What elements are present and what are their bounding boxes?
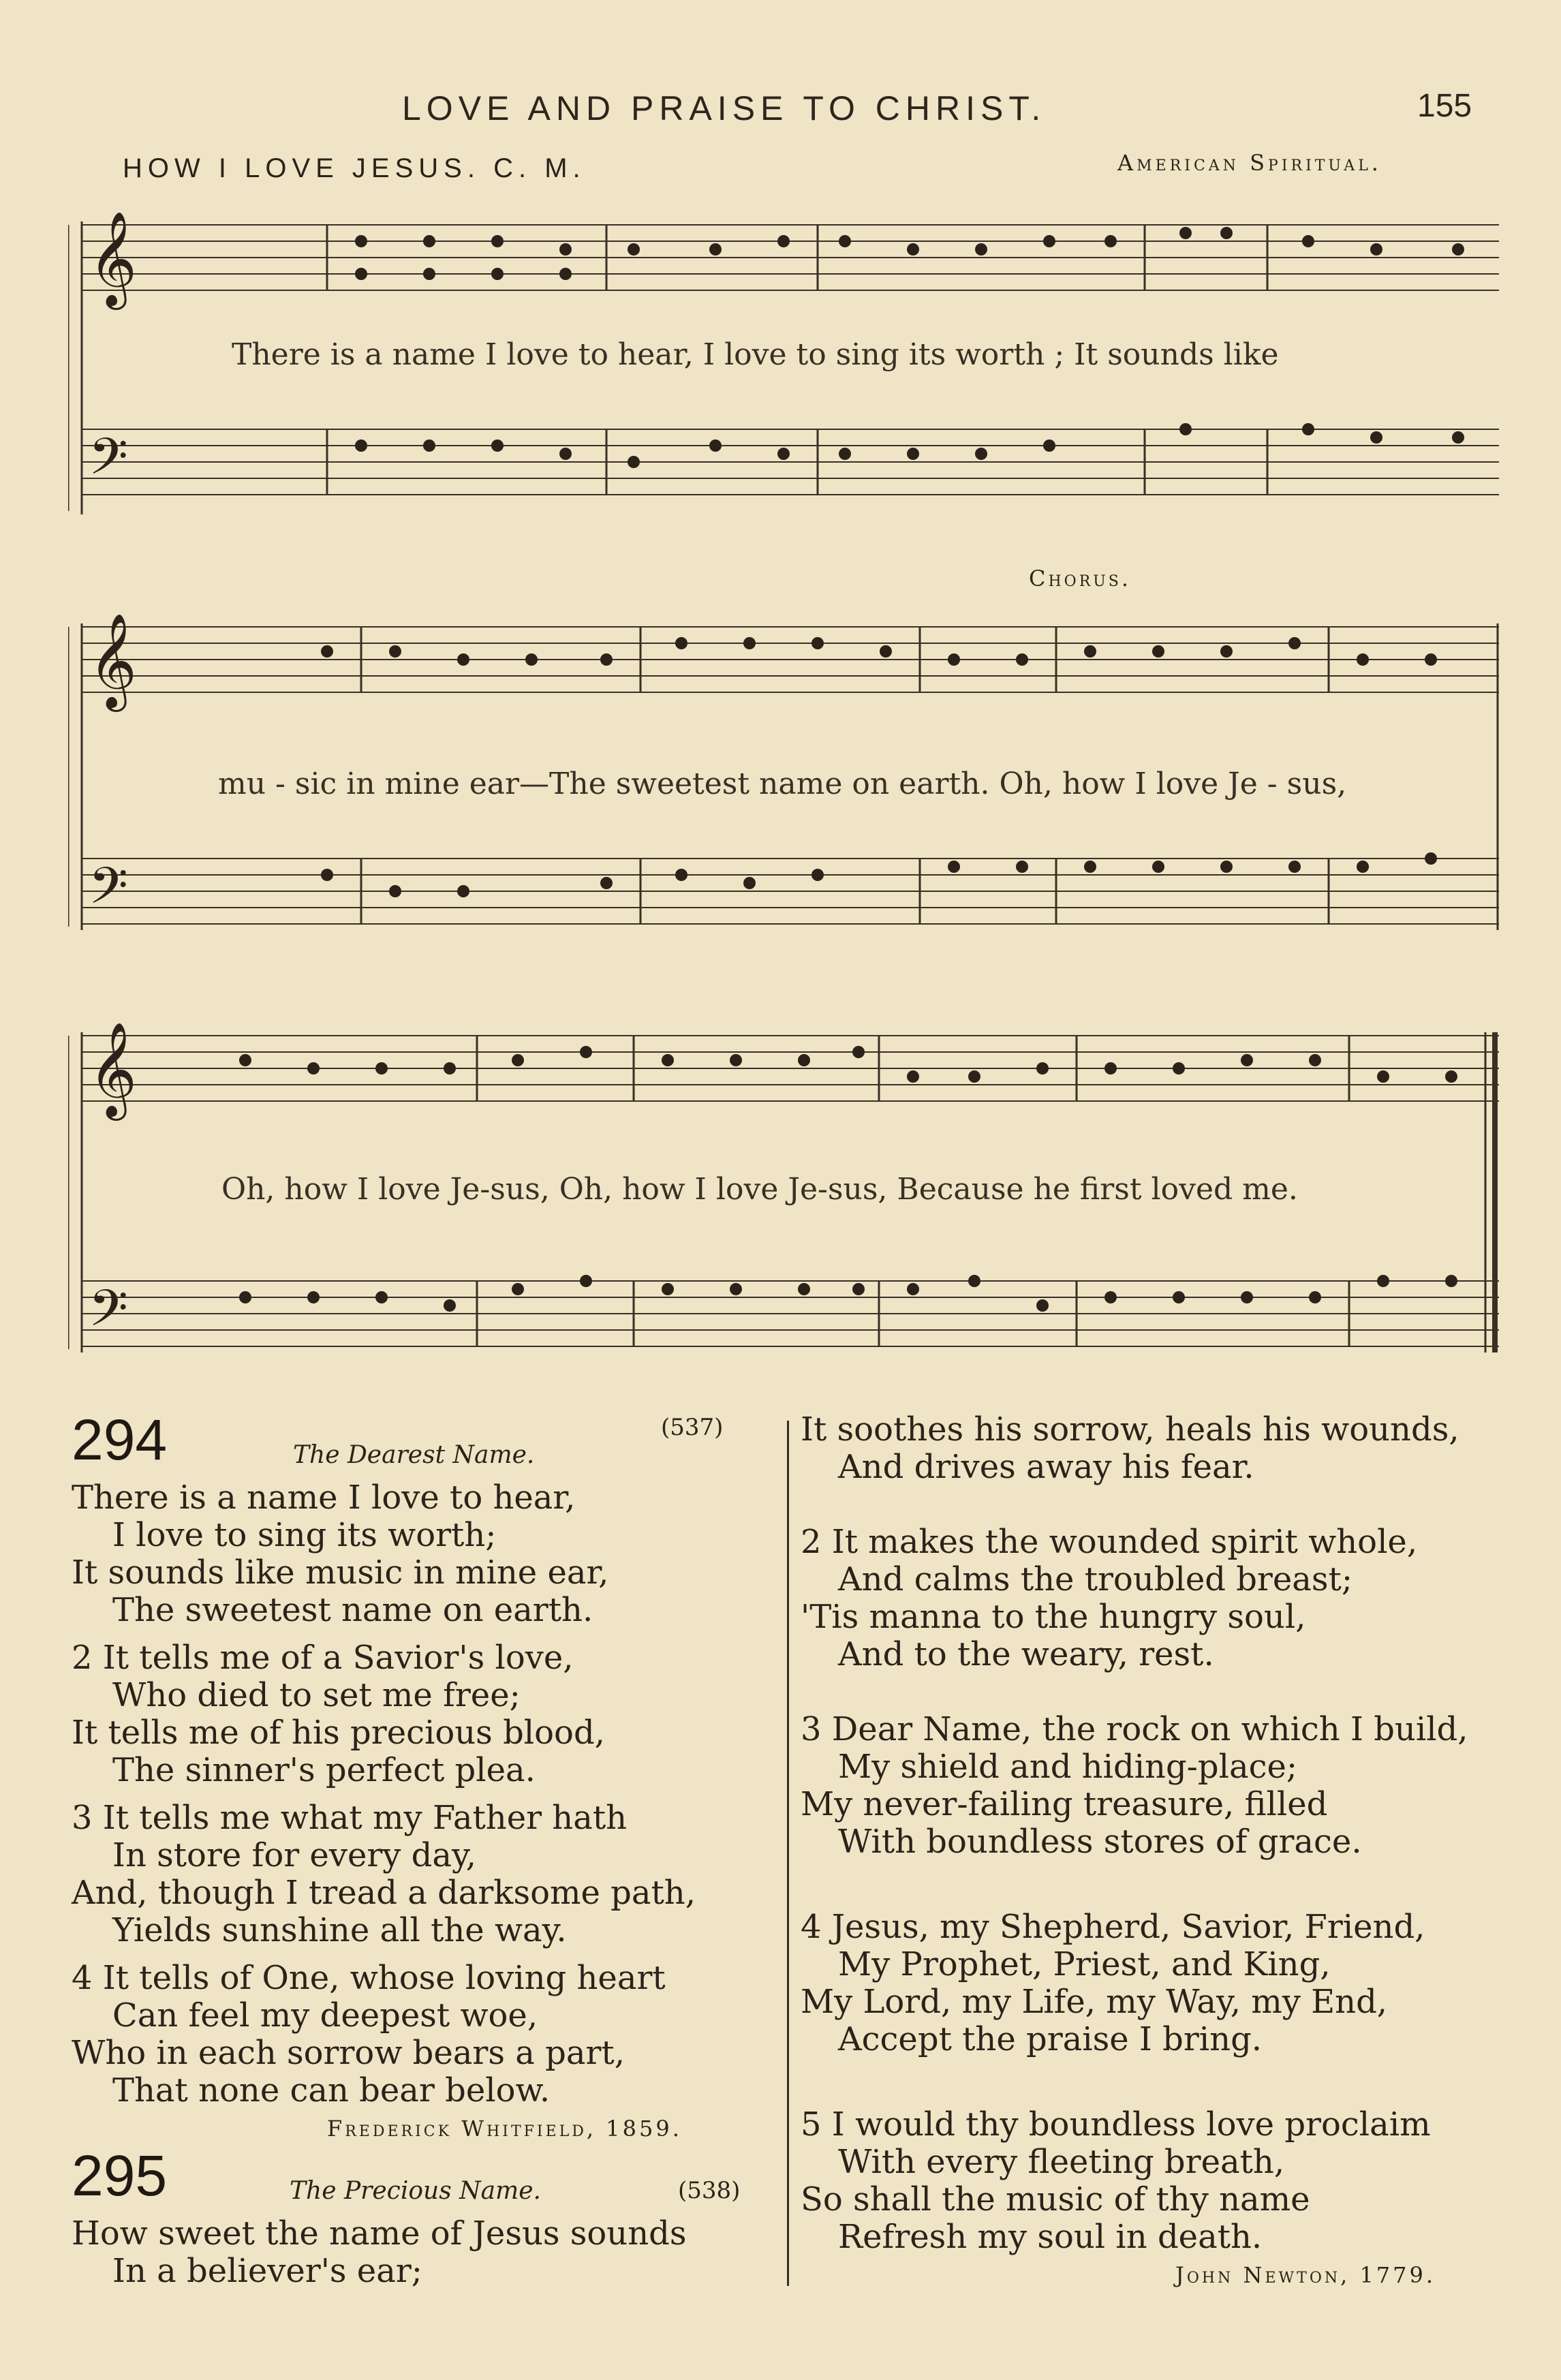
hymn-295-number: 295 xyxy=(72,2144,168,2208)
hymn-294-ref: (537) xyxy=(661,1414,724,1441)
verse-line: 5 I would thy boundless love proclaim xyxy=(801,2105,1431,2144)
svg-text:𝄞: 𝄞 xyxy=(89,613,137,708)
verse-line: It soothes his sorrow, heals his wounds, xyxy=(801,1410,1459,1449)
verse-line: It sounds like music in mine ear, xyxy=(72,1554,609,1592)
svg-text:𝄞: 𝄞 xyxy=(89,211,137,306)
verse-line: In a believer's ear; xyxy=(112,2252,422,2290)
music-lyric-line-3: Oh, how I love Je-sus, Oh, how I love Je-sus, Because he first loved me. xyxy=(221,1172,1298,1207)
verse-line: There is a name I love to hear, xyxy=(72,1479,576,1517)
verse-line: My Prophet, Priest, and King, xyxy=(838,1945,1331,1983)
verse-line: With boundless stores of grace. xyxy=(838,1823,1362,1861)
verse-line: My never-failing treasure, filled xyxy=(801,1785,1328,1823)
running-title: LOVE AND PRAISE TO CHRIST. xyxy=(402,89,1047,127)
verse-line: 4 Jesus, my Shepherd, Savior, Friend, xyxy=(801,1908,1425,1946)
verse-line: How sweet the name of Jesus sounds xyxy=(72,2214,687,2253)
verse-line: So shall the music of thy name xyxy=(801,2180,1310,2219)
verse-line: Accept the praise I bring. xyxy=(838,2020,1263,2058)
verse-line: In store for every day, xyxy=(112,1836,477,1874)
verse-line: And drives away his fear. xyxy=(838,1448,1254,1486)
verse-line: 2 It tells me of a Savior's love, xyxy=(72,1639,574,1677)
svg-text:𝄢: 𝄢 xyxy=(89,427,128,499)
svg-text:𝄞: 𝄞 xyxy=(89,1022,137,1117)
chorus-label: Chorus. xyxy=(1029,566,1132,591)
verse-line: My shield and hiding-place; xyxy=(838,1748,1298,1786)
hymn-295-attribution: John Newton, 1779. xyxy=(1175,2262,1436,2288)
tune-source: American Spiritual. xyxy=(1117,150,1382,176)
hymn-295-ref: (538) xyxy=(678,2177,741,2204)
tune-title: HOW I LOVE JESUS. C. M. xyxy=(123,153,586,183)
verse-line: Yields sunshine all the way. xyxy=(112,1911,567,1949)
page-number: 155 xyxy=(1417,88,1472,124)
verse-line: Refresh my soul in death. xyxy=(838,2218,1263,2256)
svg-text:𝄢: 𝄢 xyxy=(89,1279,128,1350)
hymn-294-attribution: Frederick Whitfield, 1859. xyxy=(327,2116,682,2142)
hymn-294-subtitle: The Dearest Name. xyxy=(293,1441,535,1469)
verse-line: My Lord, my Life, my Way, my End, xyxy=(801,1983,1388,2021)
music-lyric-line-1: There is a name I love to hear, I love to sing its worth ; It sounds like xyxy=(232,337,1279,372)
verse-line: Who died to set me free; xyxy=(112,1676,521,1714)
verse-line: Can feel my deepest woe, xyxy=(112,1996,538,2035)
verse-line: The sinner's perfect plea. xyxy=(112,1751,536,1789)
verse-line: 'Tis manna to the hungry soul, xyxy=(801,1598,1306,1636)
verse-line: With every fleeting breath, xyxy=(838,2143,1285,2181)
verse-line: That none can bear below. xyxy=(112,2071,551,2109)
verse-line: And, though I tread a darksome path, xyxy=(72,1874,696,1912)
verse-line: Who in each sorrow bears a part, xyxy=(72,2034,625,2072)
column-divider xyxy=(787,1421,789,2286)
verse-line: 4 It tells of One, whose loving heart xyxy=(72,1959,666,1997)
verse-line: I love to sing its worth; xyxy=(112,1516,497,1554)
music-lyric-line-2: mu - sic in mine ear—The sweetest name on earth. Oh, how I love Je - sus, xyxy=(218,767,1347,801)
verse-line: And to the weary, rest. xyxy=(838,1635,1214,1673)
svg-text:𝄢: 𝄢 xyxy=(89,856,128,928)
verse-line: It tells me of his precious blood, xyxy=(72,1714,605,1752)
verse-line: 3 It tells me what my Father hath xyxy=(72,1799,628,1837)
hymn-294-number: 294 xyxy=(72,1408,168,1472)
verse-line: The sweetest name on earth. xyxy=(112,1591,593,1629)
verse-line: 2 It makes the wounded spirit whole, xyxy=(801,1523,1418,1561)
verse-line: And calms the troubled breast; xyxy=(838,1560,1353,1598)
hymn-295-subtitle: The Precious Name. xyxy=(290,2177,541,2205)
verse-line: 3 Dear Name, the rock on which I build, xyxy=(801,1710,1468,1748)
